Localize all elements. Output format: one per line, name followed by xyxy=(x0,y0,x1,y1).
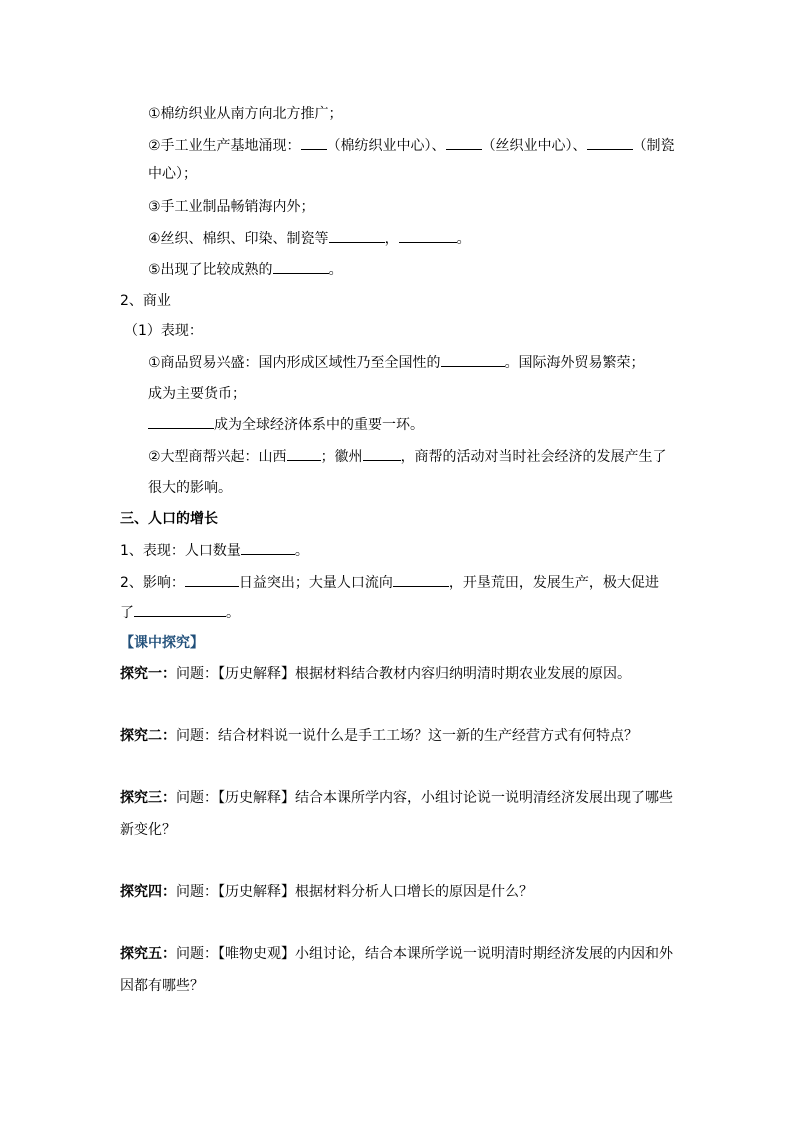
commerce-item-1-cont2 xyxy=(148,414,424,435)
population-line-2 xyxy=(120,572,659,593)
point-2-text: （棉纺织业中心）、 xyxy=(326,138,446,154)
point-5 xyxy=(148,259,343,280)
fill-blank[interactable] xyxy=(287,446,321,461)
population-heading xyxy=(120,509,218,529)
fill-blank[interactable] xyxy=(587,135,633,150)
commerce-text: 成为主要货币； xyxy=(148,386,246,402)
population-text: 日益突出；大量人口流向 xyxy=(238,575,393,591)
commerce-text: ②大型商帮兴起：山西 xyxy=(148,449,287,465)
population-text: 1、表现：人口数量 xyxy=(120,543,241,559)
population-text: 。 xyxy=(294,543,309,559)
fill-blank[interactable] xyxy=(273,259,329,274)
inquiry-5-cont xyxy=(120,976,204,996)
inquiry-question: 问题：【历史解释】结合本课所学内容，小组讨论说一说明清经济发展出现了哪些 xyxy=(176,790,673,806)
fill-blank[interactable] xyxy=(185,572,239,587)
inquiry-title-text: 【课中探究】 xyxy=(120,635,204,651)
commerce-sub xyxy=(124,321,203,341)
inquiry-question: 问题：结合材料说一说什么是手工工场？这一新的生产经营方式有何特点？ xyxy=(176,728,638,744)
population-line-1 xyxy=(120,540,309,561)
commerce-text: ，商帮的活动对当时社会经济的发展产生了 xyxy=(400,449,667,465)
commerce-item-2 xyxy=(148,446,667,467)
commerce-text: ；徽州 xyxy=(320,449,363,465)
inquiry-question: 问题：【唯物史观】小组讨论，结合本课所学说一说明清时期经济发展的内因和外 xyxy=(176,946,673,962)
commerce-sub-text: （1）表现： xyxy=(124,323,203,339)
commerce-text: 。国际海外贸易繁荣； xyxy=(504,355,645,371)
inquiry-label: 探究二： xyxy=(120,728,176,744)
fill-blank[interactable] xyxy=(134,602,226,617)
fill-blank[interactable] xyxy=(148,414,214,429)
point-1-text: ①棉纺织业从南方向北方推广； xyxy=(148,106,343,122)
inquiry-4 xyxy=(120,882,533,902)
fill-blank[interactable] xyxy=(363,446,401,461)
point-5-text: 。 xyxy=(328,262,343,278)
population-text: ，开垦荒田，发展生产，极大促进 xyxy=(448,575,659,591)
fill-blank[interactable] xyxy=(441,352,505,367)
inquiry-label: 探究五： xyxy=(120,946,176,962)
commerce-text: 很大的影响。 xyxy=(148,480,232,496)
population-text: 2、影响： xyxy=(120,575,185,591)
point-4-text: ④丝织、棉织、印染、制瓷等 xyxy=(148,231,329,247)
inquiry-3 xyxy=(120,788,673,808)
point-1 xyxy=(148,104,343,124)
commerce-text: 成为全球经济体系中的重要一环。 xyxy=(214,417,424,433)
inquiry-label: 探究一： xyxy=(120,666,176,682)
population-line-3 xyxy=(120,602,240,623)
inquiry-question: 新变化？ xyxy=(120,822,176,838)
commerce-item-1-cont xyxy=(148,384,246,404)
point-2-text: 中心）； xyxy=(148,166,197,182)
inquiry-question: 问题：【历史解释】根据材料结合教材内容归纳明清时期农业发展的原因。 xyxy=(176,666,631,682)
point-3-text: ③手工业制品畅销海内外； xyxy=(148,199,315,215)
point-2 xyxy=(148,135,675,156)
population-text: 了 xyxy=(120,605,134,621)
point-2-cont xyxy=(148,164,197,184)
commerce-heading-text: 2、商业 xyxy=(120,293,171,309)
point-4-text: 。 xyxy=(456,231,471,247)
point-2-text: （丝织业中心）、 xyxy=(481,138,587,154)
point-5-text: ⑤出现了比较成熟的 xyxy=(148,262,273,278)
commerce-item-2-cont xyxy=(148,478,232,498)
point-3 xyxy=(148,197,315,217)
fill-blank[interactable] xyxy=(329,228,385,243)
inquiry-1 xyxy=(120,664,631,684)
population-text: 。 xyxy=(226,605,240,621)
commerce-heading xyxy=(120,291,171,311)
fill-blank[interactable] xyxy=(446,135,482,150)
commerce-item-1 xyxy=(148,352,645,373)
commerce-text: ①商品贸易兴盛：国内形成区域性乃至全国性的 xyxy=(148,355,441,371)
fill-blank[interactable] xyxy=(241,540,295,555)
point-2-text: ②手工业生产基地涌现： xyxy=(148,138,301,154)
point-4 xyxy=(148,228,471,249)
inquiry-question: 因都有哪些？ xyxy=(120,978,204,994)
inquiry-2 xyxy=(120,726,638,746)
inquiry-label: 探究四： xyxy=(120,884,176,900)
point-2-text: （制瓷 xyxy=(632,138,675,154)
inquiry-3-cont xyxy=(120,820,176,840)
population-heading-text: 三、人口的增长 xyxy=(120,511,218,527)
inquiry-section-title xyxy=(120,633,204,653)
inquiry-question: 问题：【历史解释】根据材料分析人口增长的原因是什么？ xyxy=(176,884,533,900)
inquiry-5 xyxy=(120,944,673,964)
fill-blank[interactable] xyxy=(301,135,327,150)
inquiry-label: 探究三： xyxy=(120,790,176,806)
fill-blank[interactable] xyxy=(393,572,449,587)
fill-blank[interactable] xyxy=(399,228,457,243)
point-4-text: ， xyxy=(384,231,399,247)
